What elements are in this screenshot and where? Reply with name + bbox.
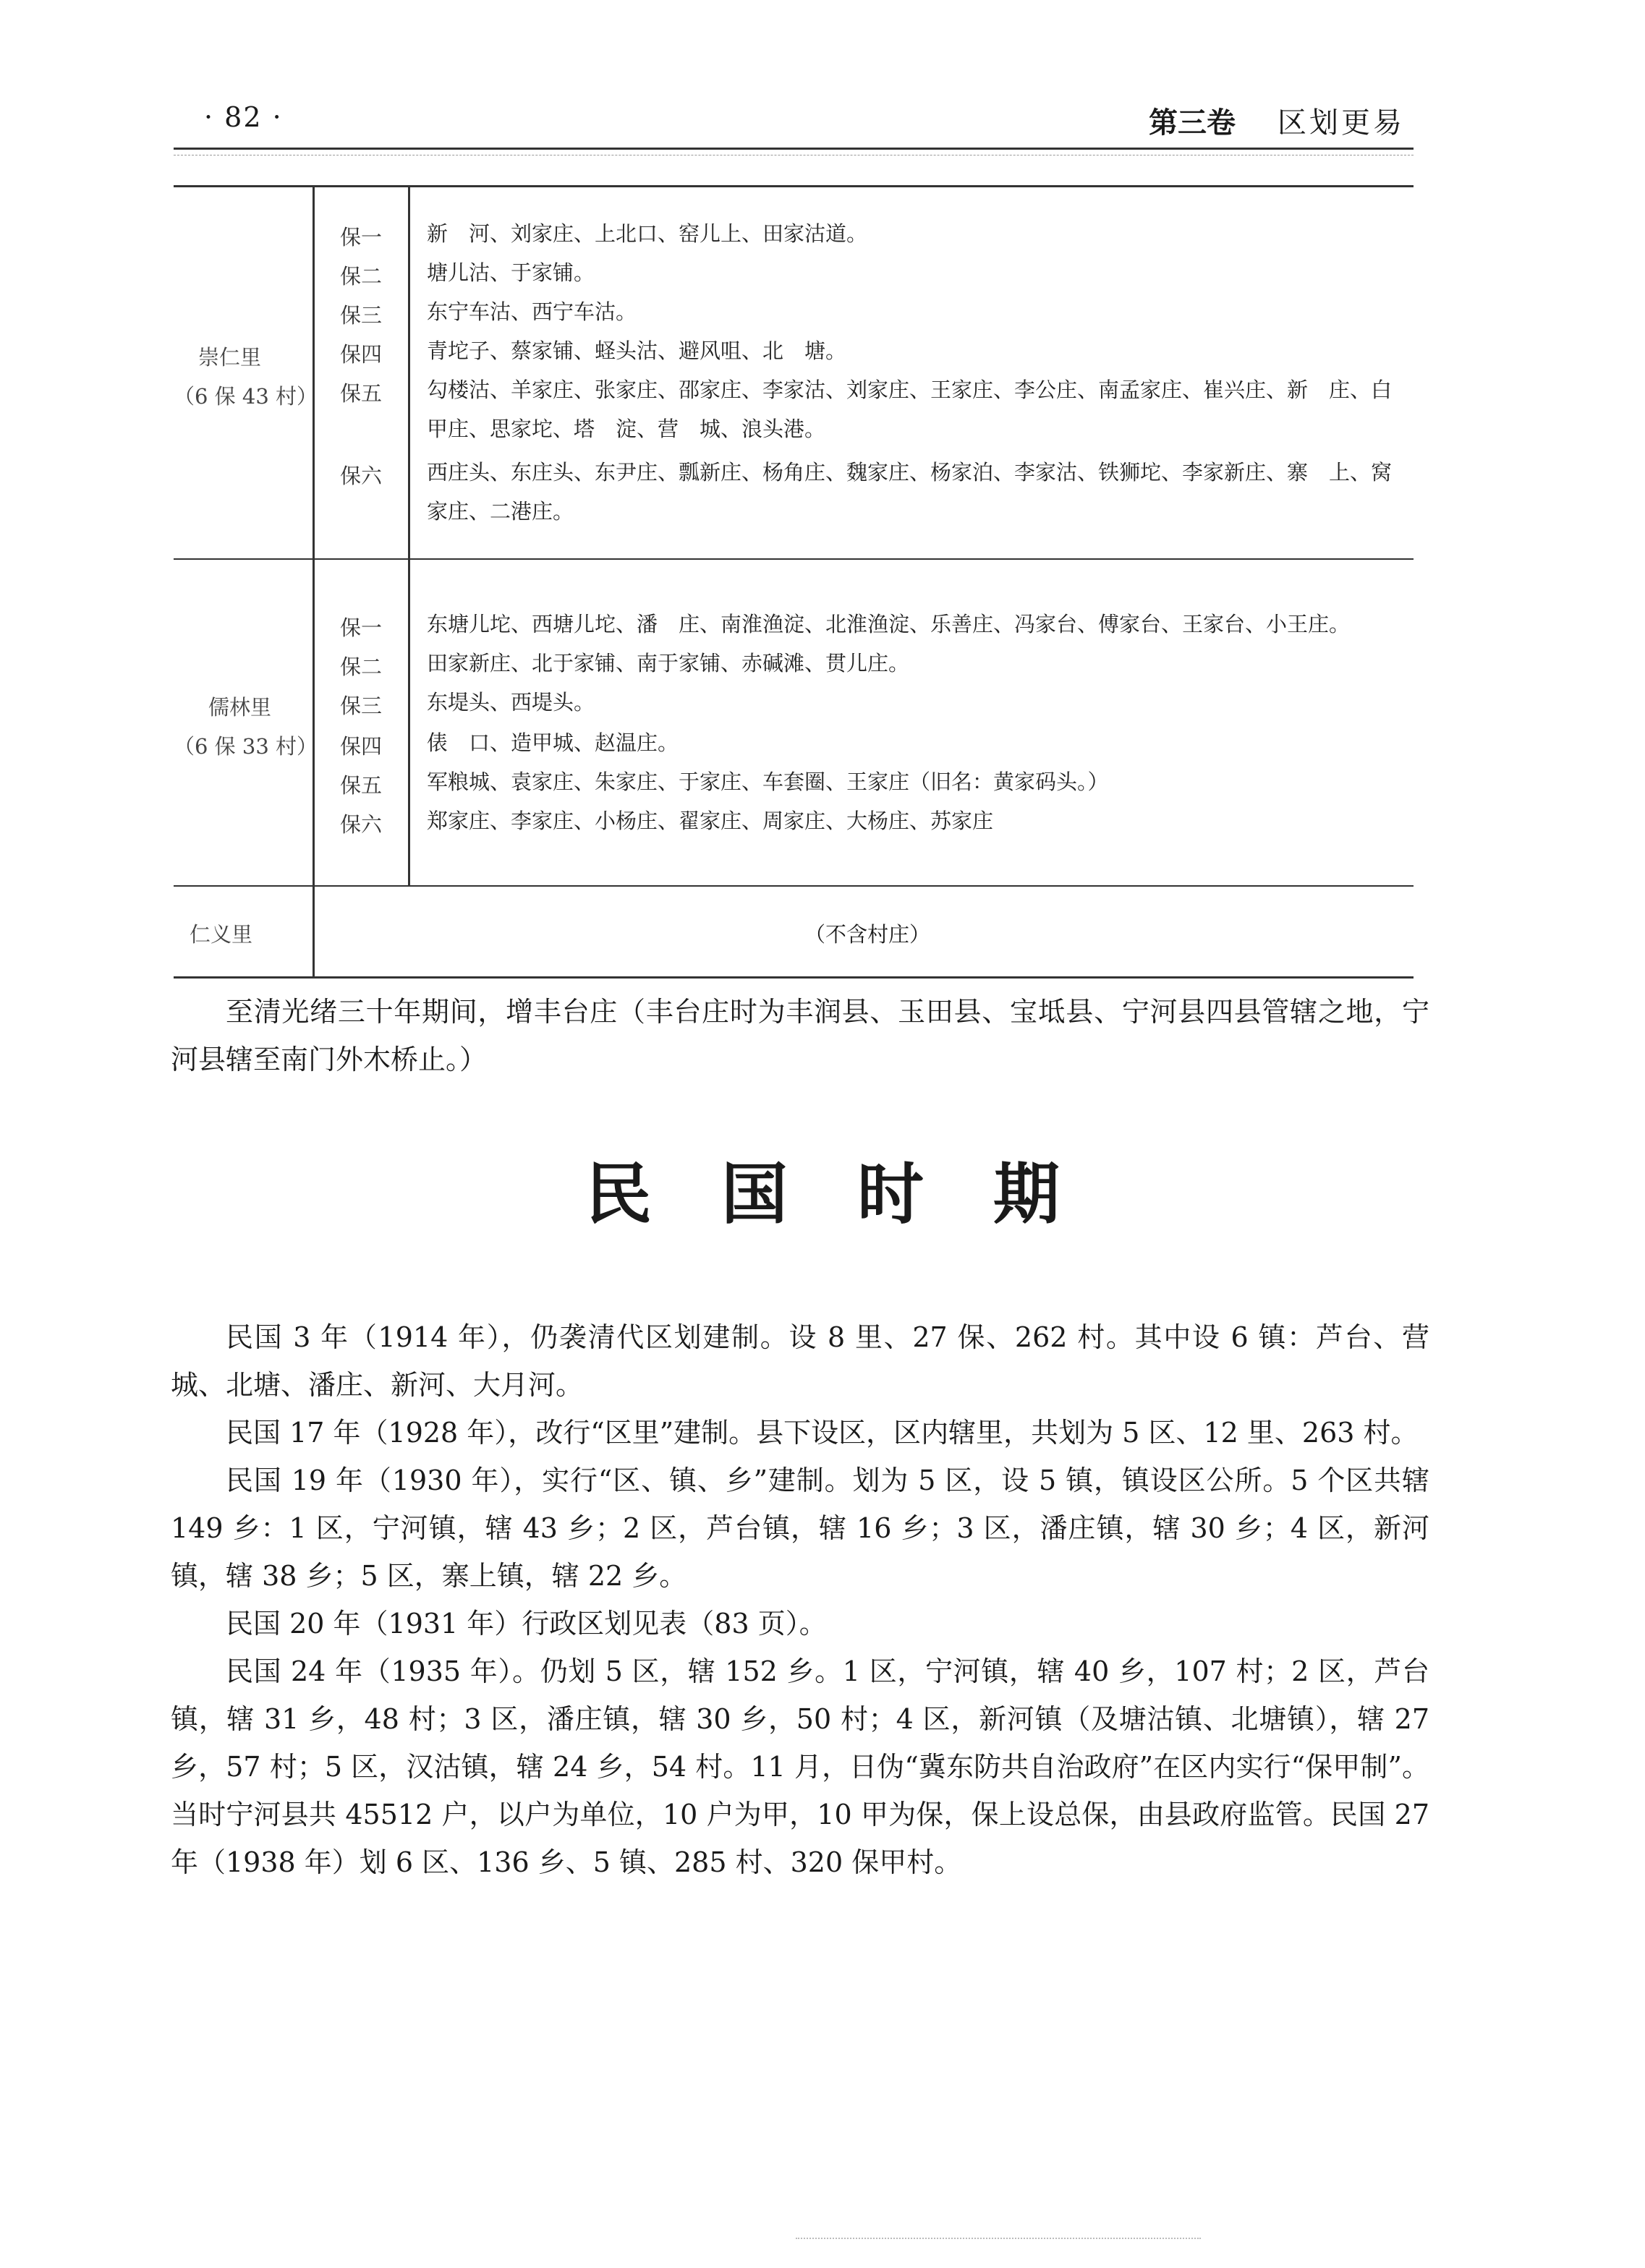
paragraph: 民国 24 年（1935 年）。仍划 5 区，辖 152 乡。1 区，宁河镇，辖 40 乡，107 村；2 区，芦台镇，辖 31 乡，48 村；3 区，潘庄镇，辖 30 乡，50 村；4 区，新河镇（及塘沽镇、北塘镇），辖 27 乡，57 村；5 区，汉沽镇，辖 24 乡，54 村。11 月，日伪“冀东防共自治政府”在区内实行“保甲制”。当时宁河县共 45512 户，以户为单位，10 户为甲，10 甲为保，保上设总保，由县政府监管。民国 27 年（1938 年）划 6 区、136 乡、5 镇、285 村、320 保甲村。 <box>171 1655 1430 1878</box>
bao-label: 保四 <box>340 734 383 759</box>
village-list: 西庄头、东庄头、东尹庄、瓢新庄、杨角庄、魏家庄、杨家泊、李家沽、铁狮坨、李家新庄、寨 上、窝 <box>427 460 1393 485</box>
bao-label: 保一 <box>340 225 383 250</box>
section-label: 区划更易 <box>1278 106 1405 140</box>
village-list: 俵 口、造甲城、赵温庄。 <box>427 730 679 755</box>
li-count: （6 保 33 村） <box>174 734 318 759</box>
li-count: （6 保 43 村） <box>174 384 318 409</box>
bao-label: 保五 <box>340 773 383 798</box>
bao-label: 保一 <box>340 615 383 640</box>
li-name: 仁义里 <box>190 922 253 947</box>
li-name: 儒林里 <box>208 695 272 720</box>
bao-label: 保四 <box>340 342 383 367</box>
li-name: 崇仁里 <box>198 345 262 370</box>
header-rule <box>174 148 1414 150</box>
village-list: 田家新庄、北于家铺、南于家铺、赤碱滩、贯儿庄。 <box>427 651 910 675</box>
page-number: · 82 · <box>204 101 283 133</box>
paragraph: 民国 20 年（1931 年）行政区划见表（83 页）。 <box>226 1608 827 1640</box>
after-table-paragraph: 至清光绪三十年期间，增丰台庄（丰台庄时为丰润县、玉田县、宝坻县、宁河县四县管辖之地，宁河县辖至南门外木桥止。） <box>171 996 1429 1075</box>
bao-label: 保二 <box>340 655 383 679</box>
village-list-cont: 家庄、二港庄。 <box>427 499 574 524</box>
scan-artifact-dots <box>796 2238 1201 2241</box>
paragraph: 民国 17 年（1928 年），改行“区里”建制。县下设区，区内辖里，共划为 5 区、12 里、263 村。 <box>226 1417 1419 1449</box>
village-list: 东宁车沽、西宁车沽。 <box>427 299 637 324</box>
volume-label: 第三卷 <box>1149 106 1236 140</box>
bao-label: 保五 <box>340 381 383 406</box>
bao-label: 保三 <box>340 303 383 328</box>
village-list-cont: 甲庄、思家坨、塔 淀、营 城、浪头港。 <box>427 417 826 441</box>
village-list: 东堤头、西堤头。 <box>427 690 595 715</box>
village-list: 军粮城、袁家庄、朱家庄、于家庄、车套圈、王家庄（旧名：黄家码头。） <box>427 770 1109 794</box>
village-list: 郑家庄、李家庄、小杨庄、翟家庄、周家庄、大杨庄、苏家庄 <box>427 809 994 833</box>
bao-label: 保二 <box>340 264 383 289</box>
paragraph: 民国 3 年（1914 年），仍袭清代区划建制。设 8 里、27 保、262 村。其中设 6 镇：芦台、营城、北塘、潘庄、新河、大月河。 <box>171 1321 1429 1401</box>
village-list: 勾楼沽、羊家庄、张家庄、邵家庄、李家沽、刘家庄、王家庄、李公庄、南孟家庄、崔兴庄、新 庄、白 <box>427 378 1393 402</box>
village-list: 青坨子、蔡家铺、蛏头沽、避风咀、北 塘。 <box>427 338 847 363</box>
village-list: 塘儿沽、于家铺。 <box>427 260 595 285</box>
section-title: 民国时期 <box>585 1156 1129 1233</box>
no-villages-note: （不含村庄） <box>804 922 931 947</box>
paragraph: 民国 19 年（1930 年），实行“区、镇、乡”建制。划为 5 区，设 5 镇，镇设区公所。5 个区共辖 149 乡：1 区，宁河镇，辖 43 乡；2 区，芦台镇，辖 16 乡；3 区，潘庄镇，辖 30 乡；4 区，新河镇，辖 38 乡；5 区，寨上镇，辖 22 乡。 <box>171 1465 1429 1592</box>
village-list: 新 河、刘家庄、上北口、窑儿上、田家沽道。 <box>427 221 868 246</box>
village-list: 东塘儿坨、西塘儿坨、潘 庄、南淮渔淀、北淮渔淀、乐善庄、冯家台、傅家台、王家台、小王庄。 <box>427 612 1351 636</box>
bao-label: 保三 <box>340 694 383 718</box>
bao-label: 保六 <box>340 812 383 837</box>
bao-label: 保六 <box>340 464 383 488</box>
